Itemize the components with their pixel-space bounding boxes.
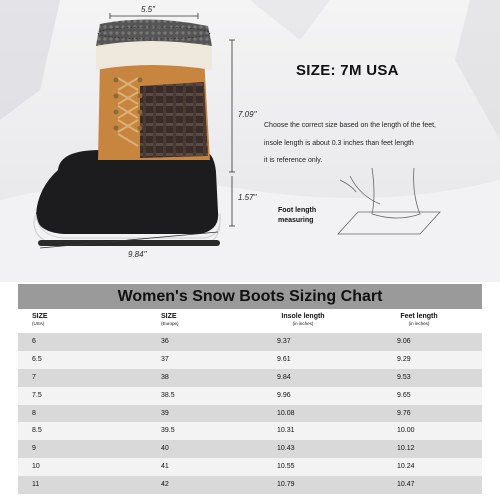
heel-height-measure-label: 1.57" <box>238 193 257 202</box>
size-instructions <box>264 117 500 170</box>
cell-feet-length: 10.47 <box>397 481 415 489</box>
cell-size-europe: 39 <box>161 409 169 417</box>
cell-size-usa: 7 <box>32 373 36 381</box>
cell-insole-length: 9.84 <box>277 373 291 381</box>
table-row <box>18 351 482 369</box>
cell-insole-length: 9.61 <box>277 355 291 363</box>
cell-size-europe: 42 <box>161 481 169 489</box>
cell-feet-length: 10.24 <box>397 463 415 471</box>
cell-size-usa: 11 <box>32 481 40 489</box>
header-insole-length <box>268 309 338 333</box>
table-row <box>18 422 482 440</box>
cell-feet-length: 10.12 <box>397 445 415 453</box>
header-label: SIZE <box>161 313 177 320</box>
cell-size-usa: 6 <box>32 338 36 345</box>
table-row <box>18 387 482 405</box>
cell-feet-length: 9.06 <box>397 338 411 345</box>
cell-feet-length: 9.65 <box>397 391 411 399</box>
height-measure-label: 7.09" <box>238 110 257 119</box>
cell-size-usa: 6.5 <box>32 355 42 363</box>
cell-insole-length: 10.31 <box>277 427 295 435</box>
length-measure-label: 9.84" <box>128 250 147 259</box>
cell-size-europe: 41 <box>161 463 169 471</box>
cell-size-europe: 40 <box>161 445 169 453</box>
table-row <box>18 458 482 476</box>
cell-size-usa: 8.5 <box>32 427 42 435</box>
cell-feet-length: 9.76 <box>397 409 411 417</box>
table-row <box>18 369 482 387</box>
cell-size-usa: 8 <box>32 409 36 417</box>
cell-size-europe: 38 <box>161 373 169 381</box>
cell-insole-length: 10.79 <box>277 481 295 489</box>
header-sub: (in inches) <box>408 321 430 326</box>
header-label: Insole length <box>281 313 325 320</box>
instruction-line: it is reference only. <box>264 157 323 164</box>
cell-insole-length: 10.08 <box>277 409 295 417</box>
cell-feet-length: 9.29 <box>397 355 411 363</box>
table-row <box>18 440 482 458</box>
chart-rows <box>18 333 482 494</box>
table-row <box>18 333 482 351</box>
instruction-line: Choose the correct size based on the length of the feet, <box>264 122 436 129</box>
cell-size-europe: 37 <box>161 355 169 363</box>
foot-length-caption <box>278 206 316 226</box>
cell-insole-length: 10.43 <box>277 445 295 453</box>
table-row <box>18 405 482 423</box>
cell-insole-length: 9.37 <box>277 338 291 345</box>
size-heading: SIZE: 7M USA <box>296 62 399 79</box>
header-label: SIZE <box>32 313 48 320</box>
cell-size-usa: 10 <box>32 463 40 471</box>
header-sub: (USA) <box>32 321 45 326</box>
foot-caption-line: Foot length <box>278 207 317 214</box>
header-label: Feet length <box>400 313 438 320</box>
cell-size-europe: 38.5 <box>161 391 175 399</box>
width-measure-label: 5.5" <box>141 5 155 14</box>
cell-feet-length: 9.53 <box>397 373 411 381</box>
cell-size-usa: 9 <box>32 445 36 453</box>
cell-insole-length: 10.55 <box>277 463 295 471</box>
header-size-europe <box>161 309 221 333</box>
header-size-usa <box>32 309 92 333</box>
cell-size-europe: 36 <box>161 338 169 345</box>
sizing-chart <box>18 284 482 494</box>
table-row <box>18 476 482 494</box>
cell-feet-length: 10.00 <box>397 427 415 435</box>
foot-caption-line: measuring <box>278 217 314 224</box>
instruction-line: insole length is about 0.3 inches than feet length <box>264 139 414 147</box>
header-sub: (in inches) <box>292 321 314 326</box>
chart-title: Women's Snow Boots Sizing Chart <box>18 284 482 309</box>
header-sub: (Europe) <box>161 321 179 326</box>
header-feet-length <box>384 309 454 333</box>
cell-size-usa: 7.5 <box>32 391 42 399</box>
cell-size-europe: 39.5 <box>161 427 175 435</box>
cell-insole-length: 9.96 <box>277 391 291 399</box>
snow-boot-image <box>34 19 220 246</box>
chart-header-row <box>18 309 482 333</box>
